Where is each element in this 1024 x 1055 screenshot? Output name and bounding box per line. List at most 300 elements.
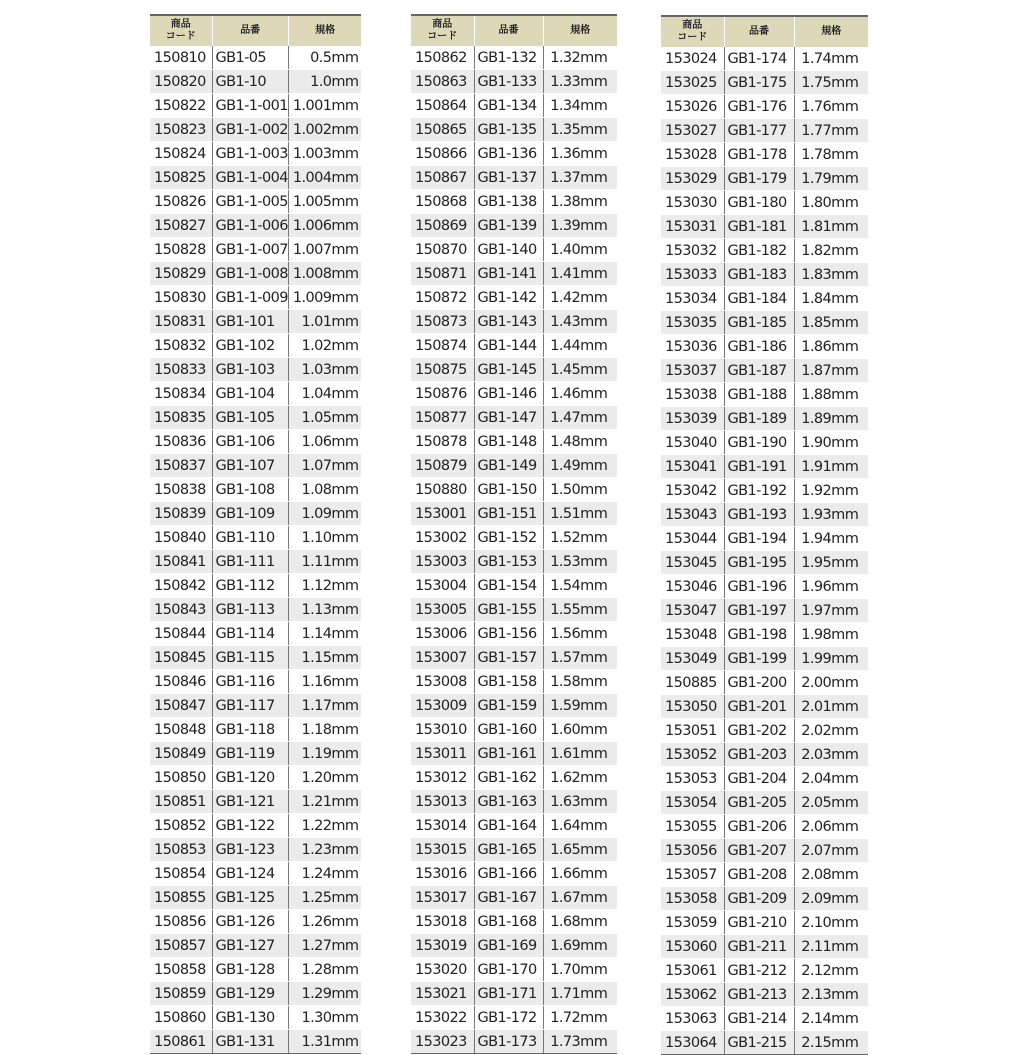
table-row <box>150 358 361 382</box>
part-number-cell: GB1-198 <box>724 623 794 647</box>
table-row <box>411 862 617 886</box>
part-number-cell: GB1-154 <box>474 574 543 598</box>
part-number-cell: GB1-136 <box>474 142 543 166</box>
spec-cell: 1.002mm <box>288 118 361 142</box>
product-code-cell: 153032 <box>661 239 724 263</box>
table-row <box>411 742 617 766</box>
table-row <box>661 527 868 551</box>
product-code-cell: 150875 <box>411 358 474 382</box>
product-code-cell: 150822 <box>150 94 212 118</box>
spec-cell: 1.71mm <box>543 982 617 1006</box>
product-code-cell: 153009 <box>411 694 474 718</box>
header-specification: 規格 <box>543 15 617 46</box>
table-row <box>150 94 361 118</box>
product-code-cell: 153018 <box>411 910 474 934</box>
spec-cell: 1.39mm <box>543 214 617 238</box>
part-number-cell: GB1-212 <box>724 959 794 983</box>
table-row <box>150 238 361 262</box>
table-row <box>661 167 868 191</box>
product-code-cell: 153031 <box>661 215 724 239</box>
spec-cell: 2.15mm <box>794 1031 868 1055</box>
part-number-cell: GB1-146 <box>474 382 543 406</box>
spec-cell: 1.21mm <box>288 790 361 814</box>
product-code-cell: 150850 <box>150 766 212 790</box>
part-number-cell: GB1-101 <box>212 310 288 334</box>
spec-cell: 1.84mm <box>794 287 868 311</box>
product-code-cell: 153049 <box>661 647 724 671</box>
spec-cell: 1.16mm <box>288 670 361 694</box>
table-row <box>661 671 868 695</box>
part-number-cell: GB1-138 <box>474 190 543 214</box>
spec-cell: 1.30mm <box>288 1006 361 1030</box>
table-row <box>661 863 868 887</box>
product-code-cell: 150833 <box>150 358 212 382</box>
spec-cell: 1.56mm <box>543 622 617 646</box>
product-code-cell: 150878 <box>411 430 474 454</box>
spec-table-3 <box>661 15 868 1055</box>
spec-cell: 2.11mm <box>794 935 868 959</box>
header-specification: 規格 <box>288 15 361 46</box>
part-number-cell: GB1-211 <box>724 935 794 959</box>
product-code-cell: 150866 <box>411 142 474 166</box>
table-row <box>411 598 617 622</box>
table-row <box>661 263 868 287</box>
product-code-cell: 150824 <box>150 142 212 166</box>
part-number-cell: GB1-123 <box>212 838 288 862</box>
spec-cell: 1.89mm <box>794 407 868 431</box>
table-row <box>150 310 361 334</box>
spec-cell: 1.24mm <box>288 862 361 886</box>
table-row <box>150 766 361 790</box>
product-code-cell: 150865 <box>411 118 474 142</box>
part-number-cell: GB1-208 <box>724 863 794 887</box>
part-number-cell: GB1-215 <box>724 1031 794 1055</box>
part-number-cell: GB1-148 <box>474 430 543 454</box>
spec-cell: 1.40mm <box>543 238 617 262</box>
part-number-cell: GB1-1-002 <box>212 118 288 142</box>
part-number-cell: GB1-193 <box>724 503 794 527</box>
table-row <box>411 118 617 142</box>
part-number-cell: GB1-210 <box>724 911 794 935</box>
part-number-cell: GB1-169 <box>474 934 543 958</box>
table-row <box>661 1007 868 1031</box>
product-code-cell: 153002 <box>411 526 474 550</box>
product-code-cell: 153023 <box>411 1030 474 1054</box>
spec-cell: 1.06mm <box>288 430 361 454</box>
part-number-cell: GB1-10 <box>212 70 288 94</box>
table-row <box>411 406 617 430</box>
spec-cell: 1.50mm <box>543 478 617 502</box>
table-row <box>661 983 868 1007</box>
part-number-cell: GB1-126 <box>212 910 288 934</box>
table-row <box>150 190 361 214</box>
product-code-cell: 153007 <box>411 646 474 670</box>
table-row <box>150 694 361 718</box>
part-number-cell: GB1-165 <box>474 838 543 862</box>
part-number-cell: GB1-130 <box>212 1006 288 1030</box>
header-specification: 規格 <box>794 16 868 47</box>
part-number-cell: GB1-116 <box>212 670 288 694</box>
spec-cell: 1.13mm <box>288 598 361 622</box>
table-row <box>411 502 617 526</box>
product-code-cell: 153039 <box>661 407 724 431</box>
table-row <box>150 430 361 454</box>
spec-cell: 1.35mm <box>543 118 617 142</box>
spec-cell: 1.98mm <box>794 623 868 647</box>
part-number-cell: GB1-163 <box>474 790 543 814</box>
spec-cell: 1.04mm <box>288 382 361 406</box>
spec-cell: 1.18mm <box>288 718 361 742</box>
product-code-cell: 153027 <box>661 119 724 143</box>
product-code-cell: 150877 <box>411 406 474 430</box>
part-number-cell: GB1-145 <box>474 358 543 382</box>
spec-cell: 1.63mm <box>543 790 617 814</box>
spec-cell: 1.88mm <box>794 383 868 407</box>
spec-cell: 1.19mm <box>288 742 361 766</box>
product-code-cell: 150835 <box>150 406 212 430</box>
table-row <box>411 70 617 94</box>
spec-cell: 1.25mm <box>288 886 361 910</box>
spec-cell: 1.14mm <box>288 622 361 646</box>
product-code-cell: 153017 <box>411 886 474 910</box>
product-code-cell: 150848 <box>150 718 212 742</box>
header-part-number: 品番 <box>724 16 794 47</box>
header-product-code: 商品 コード <box>661 16 724 47</box>
part-number-cell: GB1-109 <box>212 502 288 526</box>
part-number-cell: GB1-1-005 <box>212 190 288 214</box>
part-number-cell: GB1-194 <box>724 527 794 551</box>
part-number-cell: GB1-140 <box>474 238 543 262</box>
product-code-cell: 150851 <box>150 790 212 814</box>
spec-cell: 1.67mm <box>543 886 617 910</box>
part-number-cell: GB1-125 <box>212 886 288 910</box>
spec-cell: 1.05mm <box>288 406 361 430</box>
table-row <box>150 334 361 358</box>
part-number-cell: GB1-160 <box>474 718 543 742</box>
spec-cell: 1.26mm <box>288 910 361 934</box>
part-number-cell: GB1-209 <box>724 887 794 911</box>
part-number-cell: GB1-180 <box>724 191 794 215</box>
header-product-code: 商品 コード <box>150 15 212 46</box>
part-number-cell: GB1-110 <box>212 526 288 550</box>
part-number-cell: GB1-166 <box>474 862 543 886</box>
spec-cell: 1.80mm <box>794 191 868 215</box>
spec-cell: 2.01mm <box>794 695 868 719</box>
part-number-cell: GB1-1-004 <box>212 166 288 190</box>
part-number-cell: GB1-171 <box>474 982 543 1006</box>
product-code-cell: 153019 <box>411 934 474 958</box>
spec-cell: 1.72mm <box>543 1006 617 1030</box>
table-row <box>661 959 868 983</box>
table-row <box>661 839 868 863</box>
spec-cell: 1.75mm <box>794 71 868 95</box>
spec-cell: 2.10mm <box>794 911 868 935</box>
table-row <box>661 599 868 623</box>
spec-cell: 1.64mm <box>543 814 617 838</box>
spec-cell: 1.45mm <box>543 358 617 382</box>
spec-cell: 1.81mm <box>794 215 868 239</box>
product-code-cell: 153048 <box>661 623 724 647</box>
table-row <box>150 502 361 526</box>
table-row <box>150 118 361 142</box>
spec-cell: 1.09mm <box>288 502 361 526</box>
product-code-cell: 150849 <box>150 742 212 766</box>
spec-cell: 1.97mm <box>794 599 868 623</box>
table-row <box>411 910 617 934</box>
product-code-cell: 153057 <box>661 863 724 887</box>
part-number-cell: GB1-214 <box>724 1007 794 1031</box>
product-code-cell: 150854 <box>150 862 212 886</box>
spec-cell: 1.47mm <box>543 406 617 430</box>
spec-cell: 1.10mm <box>288 526 361 550</box>
part-number-cell: GB1-151 <box>474 502 543 526</box>
table-row <box>411 958 617 982</box>
part-number-cell: GB1-113 <box>212 598 288 622</box>
product-code-cell: 150820 <box>150 70 212 94</box>
spec-cell: 1.33mm <box>543 70 617 94</box>
table-row <box>150 910 361 934</box>
table-row <box>411 1006 617 1030</box>
product-code-cell: 153028 <box>661 143 724 167</box>
spec-cell: 1.93mm <box>794 503 868 527</box>
part-number-cell: GB1-200 <box>724 671 794 695</box>
part-number-cell: GB1-141 <box>474 262 543 286</box>
part-number-cell: GB1-177 <box>724 119 794 143</box>
spec-cell: 1.53mm <box>543 550 617 574</box>
table-row <box>150 742 361 766</box>
spec-cell: 2.05mm <box>794 791 868 815</box>
part-number-cell: GB1-173 <box>474 1030 543 1054</box>
table-row <box>150 598 361 622</box>
part-number-cell: GB1-159 <box>474 694 543 718</box>
product-code-cell: 150843 <box>150 598 212 622</box>
header-part-number: 品番 <box>212 15 288 46</box>
table-row <box>661 239 868 263</box>
table-row <box>411 94 617 118</box>
product-code-cell: 153051 <box>661 719 724 743</box>
product-code-cell: 153034 <box>661 287 724 311</box>
product-code-cell: 150823 <box>150 118 212 142</box>
product-code-cell: 150858 <box>150 958 212 982</box>
spec-cell: 1.66mm <box>543 862 617 886</box>
table-row <box>150 262 361 286</box>
table-row <box>150 790 361 814</box>
table-row <box>661 119 868 143</box>
table-row <box>661 95 868 119</box>
part-number-cell: GB1-155 <box>474 598 543 622</box>
table-row <box>661 479 868 503</box>
part-number-cell: GB1-164 <box>474 814 543 838</box>
product-code-cell: 153052 <box>661 743 724 767</box>
table-row <box>661 287 868 311</box>
table-row <box>411 814 617 838</box>
product-code-cell: 153064 <box>661 1031 724 1055</box>
spec-cell: 1.15mm <box>288 646 361 670</box>
spec-cell: 1.12mm <box>288 574 361 598</box>
spec-cell: 2.14mm <box>794 1007 868 1031</box>
table-row <box>411 358 617 382</box>
table-header-row <box>411 15 617 46</box>
spec-cell: 2.03mm <box>794 743 868 767</box>
product-code-cell: 150871 <box>411 262 474 286</box>
spec-cell: 1.92mm <box>794 479 868 503</box>
spec-cell: 1.69mm <box>543 934 617 958</box>
part-number-cell: GB1-152 <box>474 526 543 550</box>
spec-cell: 2.02mm <box>794 719 868 743</box>
part-number-cell: GB1-147 <box>474 406 543 430</box>
spec-cell: 1.62mm <box>543 766 617 790</box>
part-number-cell: GB1-121 <box>212 790 288 814</box>
part-number-cell: GB1-149 <box>474 454 543 478</box>
product-code-cell: 153015 <box>411 838 474 862</box>
product-code-cell: 150832 <box>150 334 212 358</box>
part-number-cell: GB1-170 <box>474 958 543 982</box>
table-row <box>150 670 361 694</box>
product-code-cell: 150826 <box>150 190 212 214</box>
table-row <box>411 934 617 958</box>
table-row <box>411 1030 617 1054</box>
part-number-cell: GB1-122 <box>212 814 288 838</box>
part-number-cell: GB1-107 <box>212 454 288 478</box>
part-number-cell: GB1-102 <box>212 334 288 358</box>
spec-cell: 1.22mm <box>288 814 361 838</box>
spec-cell: 1.17mm <box>288 694 361 718</box>
table-row <box>411 142 617 166</box>
table-row <box>150 958 361 982</box>
table-row <box>411 886 617 910</box>
part-number-cell: GB1-1-008 <box>212 262 288 286</box>
spec-cell: 2.09mm <box>794 887 868 911</box>
product-code-cell: 150855 <box>150 886 212 910</box>
product-code-cell: 150847 <box>150 694 212 718</box>
spec-cell: 1.43mm <box>543 310 617 334</box>
product-code-cell: 150862 <box>411 46 474 70</box>
part-number-cell: GB1-143 <box>474 310 543 334</box>
part-number-cell: GB1-103 <box>212 358 288 382</box>
table-row <box>150 550 361 574</box>
spec-cell: 1.07mm <box>288 454 361 478</box>
part-number-cell: GB1-161 <box>474 742 543 766</box>
spec-cell: 1.34mm <box>543 94 617 118</box>
table-row <box>150 934 361 958</box>
spec-cell: 1.29mm <box>288 982 361 1006</box>
part-number-cell: GB1-213 <box>724 983 794 1007</box>
table-row <box>150 622 361 646</box>
product-code-cell: 153061 <box>661 959 724 983</box>
spec-cell: 1.03mm <box>288 358 361 382</box>
spec-cell: 1.02mm <box>288 334 361 358</box>
product-code-cell: 150879 <box>411 454 474 478</box>
part-number-cell: GB1-139 <box>474 214 543 238</box>
spec-cell: 1.0mm <box>288 70 361 94</box>
table-row <box>411 190 617 214</box>
part-number-cell: GB1-188 <box>724 383 794 407</box>
part-number-cell: GB1-182 <box>724 239 794 263</box>
product-code-cell: 153025 <box>661 71 724 95</box>
part-number-cell: GB1-1-007 <box>212 238 288 262</box>
spec-cell: 1.49mm <box>543 454 617 478</box>
product-code-cell: 150830 <box>150 286 212 310</box>
part-number-cell: GB1-178 <box>724 143 794 167</box>
part-number-cell: GB1-108 <box>212 478 288 502</box>
spec-cell: 2.12mm <box>794 959 868 983</box>
spec-cell: 1.32mm <box>543 46 617 70</box>
product-code-cell: 150873 <box>411 310 474 334</box>
part-number-cell: GB1-134 <box>474 94 543 118</box>
table-row <box>661 911 868 935</box>
table-row <box>411 454 617 478</box>
product-code-cell: 153011 <box>411 742 474 766</box>
spec-cell: 1.28mm <box>288 958 361 982</box>
part-number-cell: GB1-129 <box>212 982 288 1006</box>
table-row <box>661 767 868 791</box>
part-number-cell: GB1-158 <box>474 670 543 694</box>
table-row <box>661 191 868 215</box>
product-code-cell: 153035 <box>661 311 724 335</box>
header-product-code: 商品 コード <box>411 15 474 46</box>
spec-cell: 1.99mm <box>794 647 868 671</box>
product-code-cell: 153038 <box>661 383 724 407</box>
product-code-cell: 153026 <box>661 95 724 119</box>
spec-cell: 1.11mm <box>288 550 361 574</box>
table-row <box>661 719 868 743</box>
product-code-cell: 153004 <box>411 574 474 598</box>
table-row <box>150 886 361 910</box>
part-number-cell: GB1-142 <box>474 286 543 310</box>
table-row <box>150 286 361 310</box>
spec-cell: 1.70mm <box>543 958 617 982</box>
table-row <box>661 47 868 71</box>
table-row <box>150 406 361 430</box>
spec-cell: 1.95mm <box>794 551 868 575</box>
part-number-cell: GB1-131 <box>212 1030 288 1054</box>
part-number-cell: GB1-105 <box>212 406 288 430</box>
part-number-cell: GB1-207 <box>724 839 794 863</box>
product-code-cell: 150827 <box>150 214 212 238</box>
table-row <box>661 383 868 407</box>
table-row <box>661 743 868 767</box>
spec-cell: 1.96mm <box>794 575 868 599</box>
spec-cell: 1.003mm <box>288 142 361 166</box>
part-number-cell: GB1-179 <box>724 167 794 191</box>
product-code-cell: 153022 <box>411 1006 474 1030</box>
table-row <box>661 887 868 911</box>
table-row <box>661 551 868 575</box>
product-code-cell: 153020 <box>411 958 474 982</box>
part-number-cell: GB1-120 <box>212 766 288 790</box>
part-number-cell: GB1-183 <box>724 263 794 287</box>
part-number-cell: GB1-144 <box>474 334 543 358</box>
spec-cell: 1.65mm <box>543 838 617 862</box>
part-number-cell: GB1-118 <box>212 718 288 742</box>
part-number-cell: GB1-162 <box>474 766 543 790</box>
table-row <box>661 695 868 719</box>
part-number-cell: GB1-1-009 <box>212 286 288 310</box>
table-row <box>150 46 361 70</box>
table-row <box>411 670 617 694</box>
product-code-cell: 153010 <box>411 718 474 742</box>
spec-cell: 1.77mm <box>794 119 868 143</box>
part-number-cell: GB1-202 <box>724 719 794 743</box>
part-number-cell: GB1-168 <box>474 910 543 934</box>
table-row <box>661 407 868 431</box>
part-number-cell: GB1-124 <box>212 862 288 886</box>
table-row <box>150 382 361 406</box>
spec-cell: 1.42mm <box>543 286 617 310</box>
spec-cell: 1.36mm <box>543 142 617 166</box>
spec-cell: 1.91mm <box>794 455 868 479</box>
table-row <box>411 766 617 790</box>
